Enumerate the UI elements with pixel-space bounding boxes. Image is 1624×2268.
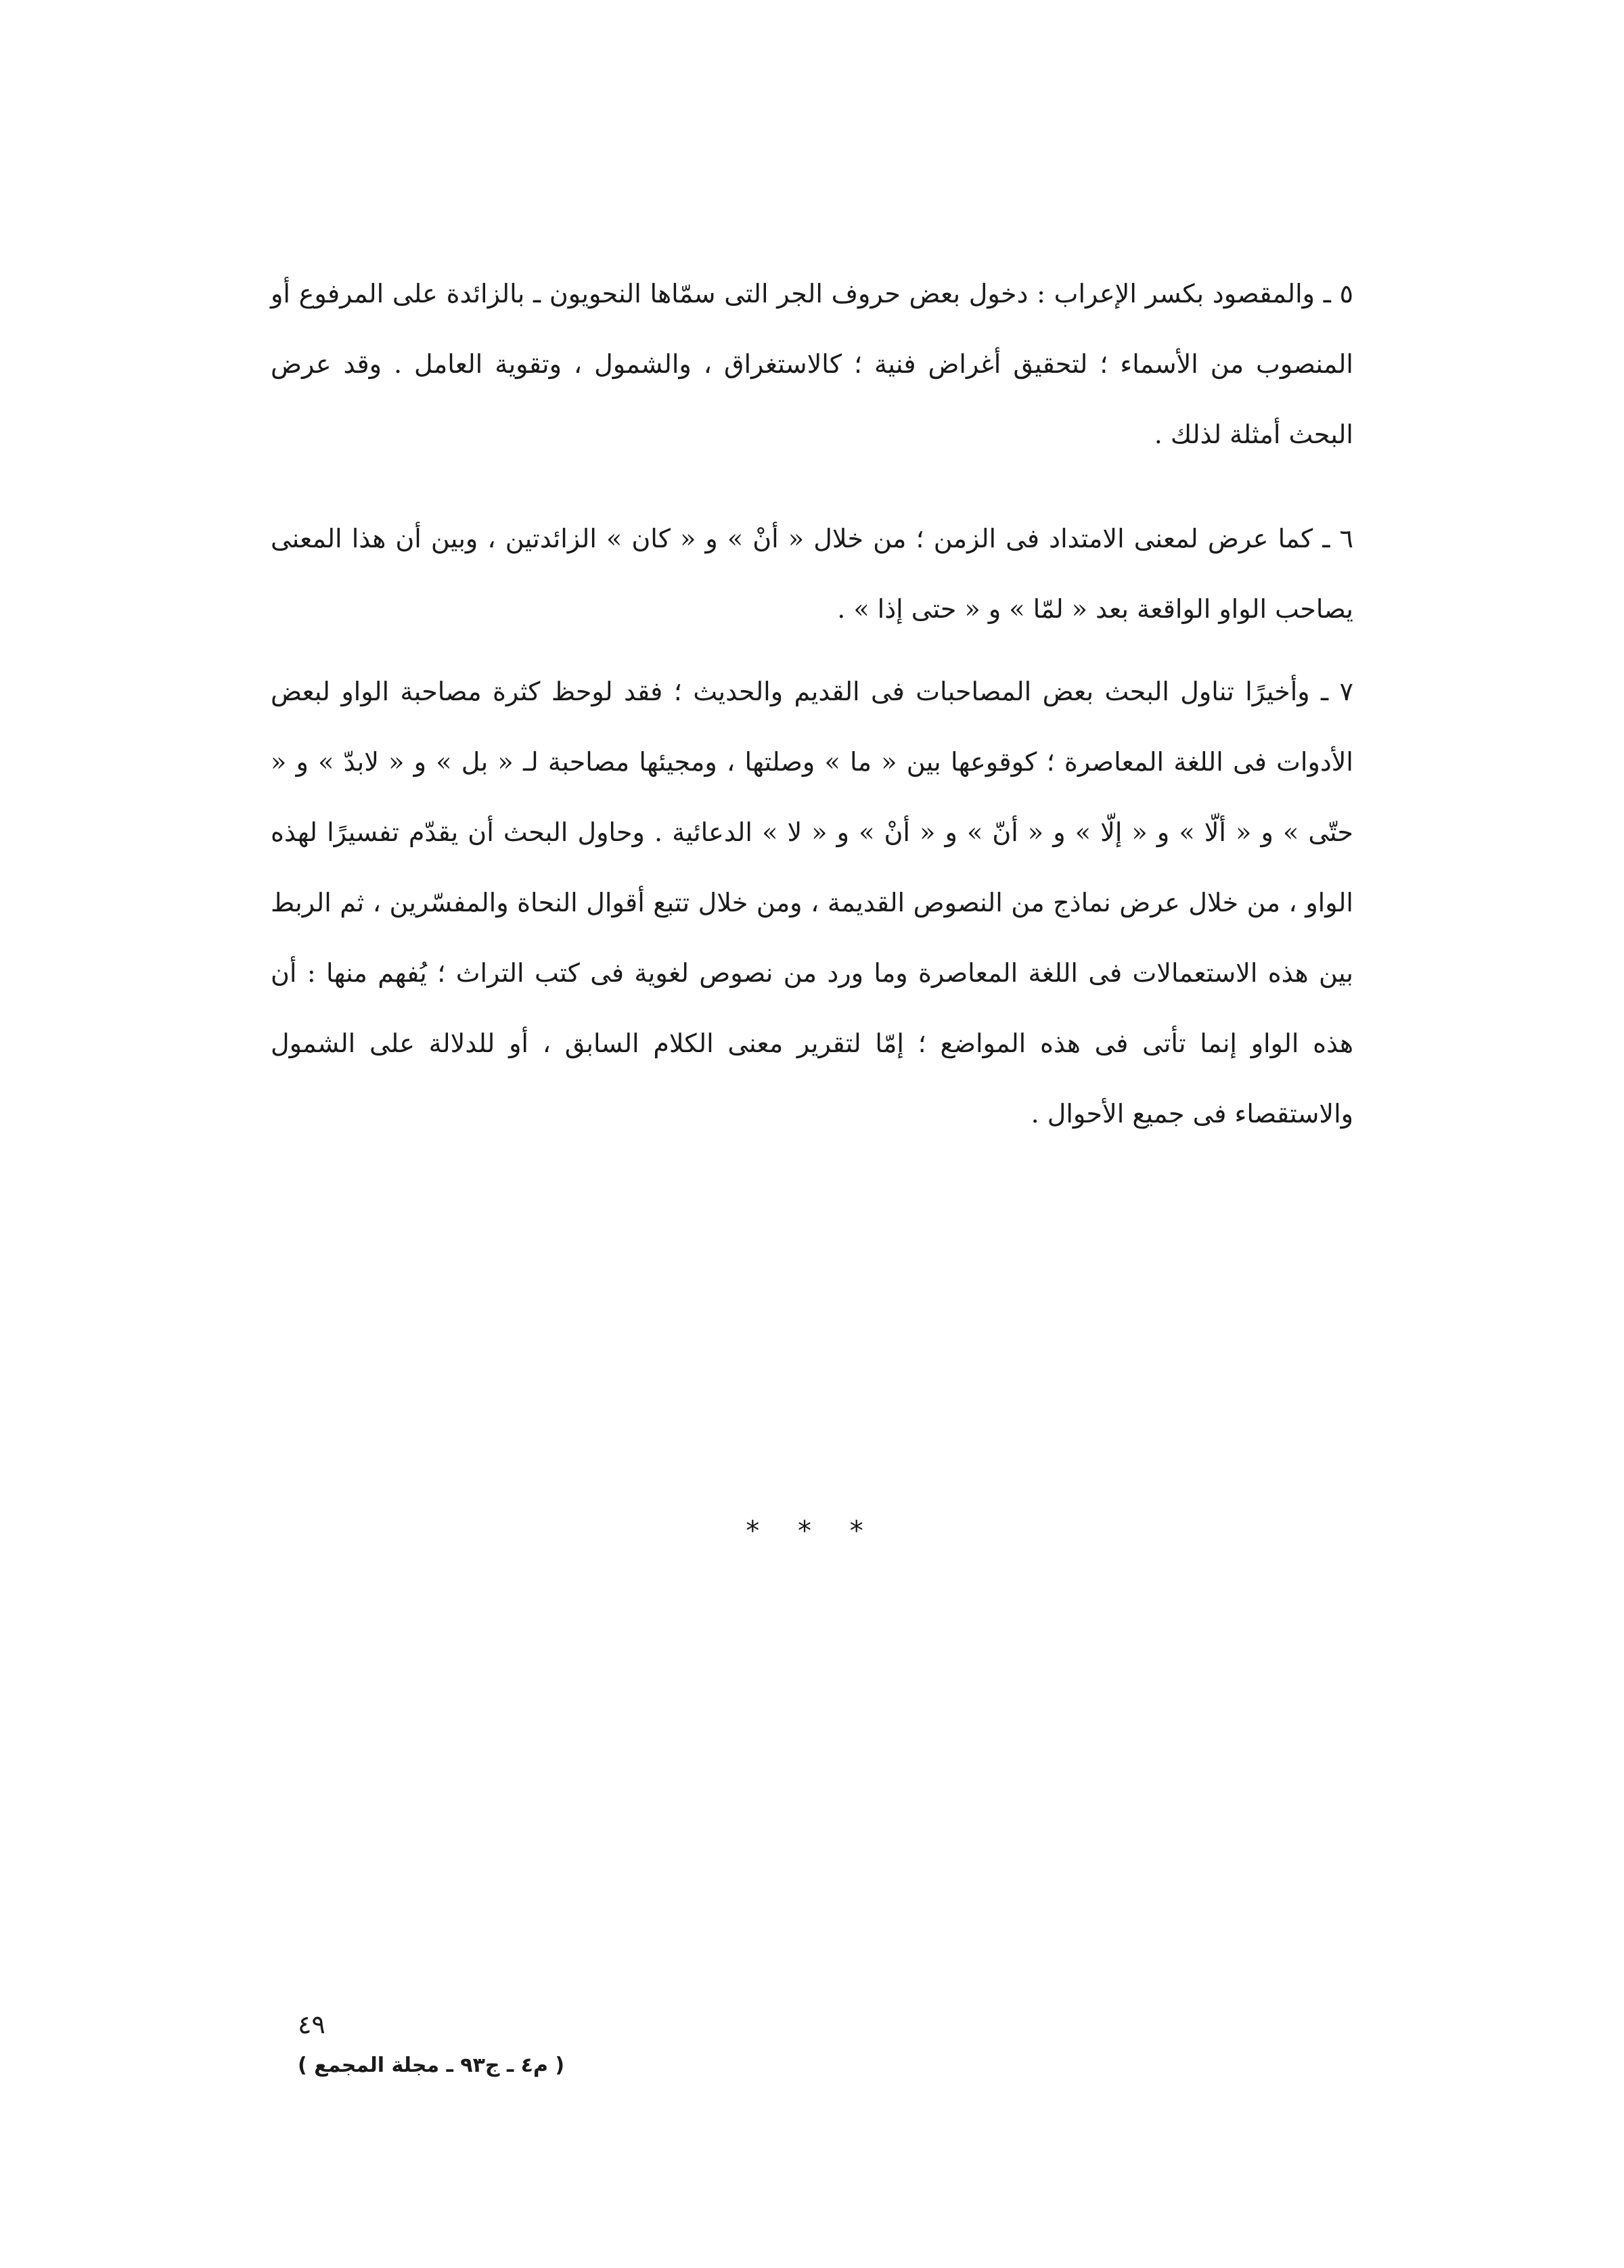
page-number: ٤٩ bbox=[298, 2010, 325, 2039]
paragraph-7: ٧ ـ وأخيرًا تناول البحث بعض المصاحبات فى القديم والحديث ؛ فقد لوحظ كثرة مصاحبة الواو لبعض الأدوات فى اللغة المعاصرة ؛ كوقوعها بين « ما » وصلتها ، ومجيئها مصاحبة لـ « بل » و « لابدّ » و « حتّى » و « ألّا » و « إلّا » و « أنّ » و « أنْ » و « لا » الدعائية . وحاول البحث أن يقدّم تفسيرًا لهذه الواو ، من خلال عرض نماذج من النصوص القديمة ، ومن خلال تتبع أقوال النحاة والمفسّرين ، ثم الربط بين هذه الاستعمالات فى اللغة المعاصرة وما ورد من نصوص لغوية فى كتب التراث ؛ يُفهم منها : أن هذه الواو إنما تأتى فى هذه المواضع ؛ إمّا لتقرير معنى الكلام السابق ، أو للدلالة على الشمول والاستقصاء فى جميع الأحوال . bbox=[271, 677, 1353, 1129]
paragraph-6: ٦ ـ كما عرض لمعنى الامتداد فى الزمن ؛ من خلال « أنْ » و « كان » الزائدتين ، وبين أن هذا المعنى يصاحب الواو الواقعة بعد « لمّا » و « حتى إذا » . bbox=[271, 524, 1353, 624]
paragraph-5-block bbox=[271, 258, 1353, 470]
paragraph-6-block bbox=[271, 503, 1353, 644]
footer-note: ( م٤ ـ ج٩٣ ـ مجلة المجمع ) bbox=[298, 2054, 565, 2077]
paragraph-5: ٥ ـ والمقصود بكسر الإعراب : دخول بعض حروف الجر التى سمّاها النحويون ـ بالزائدة على المرفوع أو المنصوب من الأسماء ؛ لتحقيق أغراض فنية ؛ كالاستغراق ، والشمول ، وتقوية العامل . وقد عرض البحث أمثلة لذلك . bbox=[271, 279, 1353, 449]
paragraph-7-block bbox=[271, 656, 1353, 1149]
section-separator: * * * bbox=[746, 1516, 878, 1547]
